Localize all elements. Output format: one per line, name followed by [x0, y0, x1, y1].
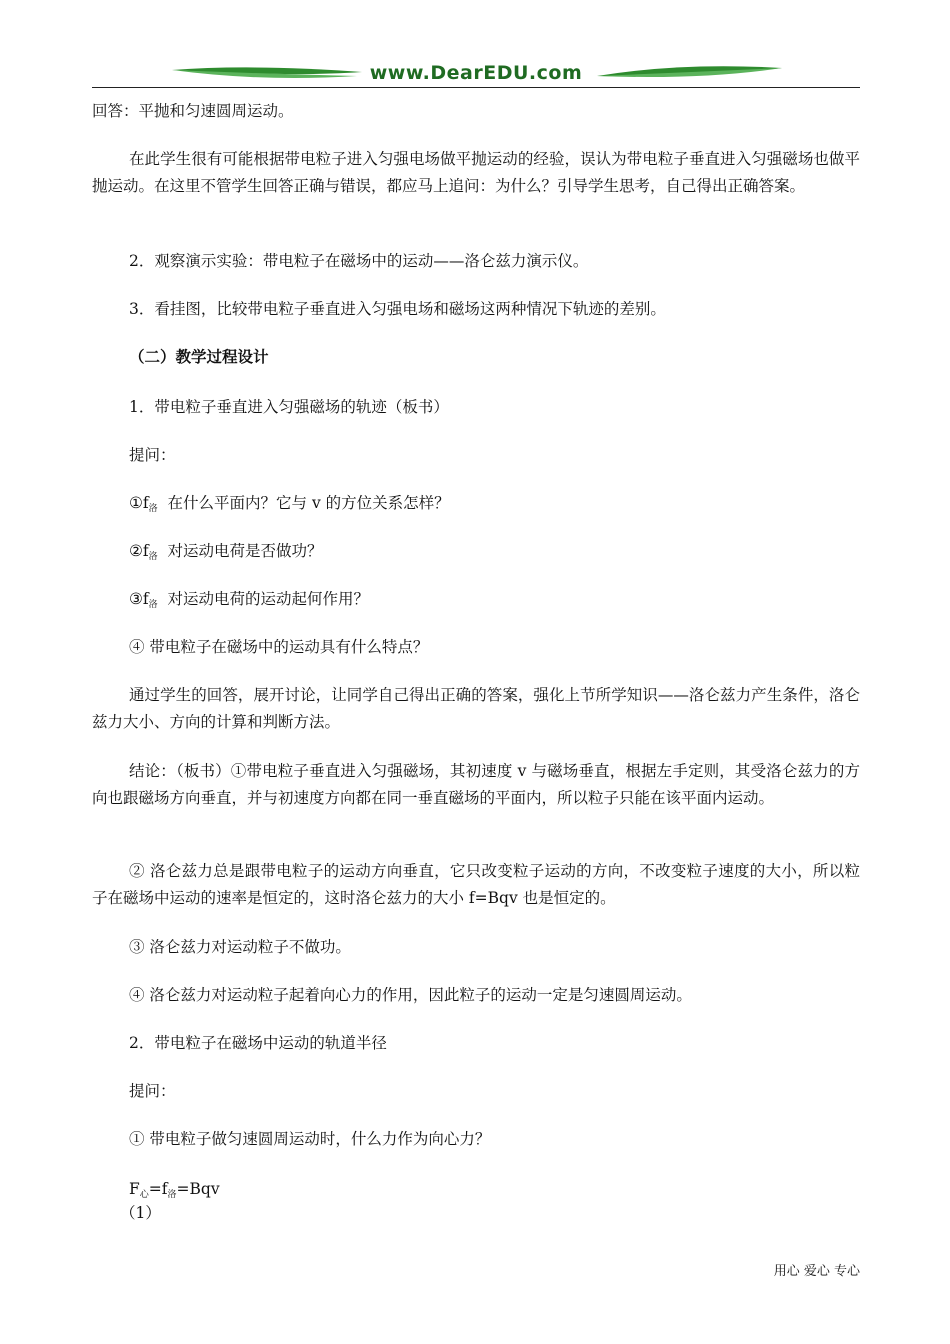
- question-1: $①f_洛$ 在什么平面内？它与 v 的方位关系怎样？: [129, 494, 450, 514]
- item-demo-experiment: 2．观察演示实验：带电粒子在磁场中的运动——洛仑兹力演示仪。: [129, 252, 589, 270]
- question-2: $②f_洛$ 对运动电荷是否做功？: [129, 542, 323, 562]
- equation-1: $F_心=f_洛=Bqv$: [129, 1180, 220, 1200]
- paragraph-conclusion-1: 结论：（板书）①带电粒子垂直进入匀强磁场，其初速度 v 与磁场垂直，根据左手定则，其受洛仑兹力的方向也跟磁场方向垂直，并与初速度方向都在同一垂直磁场的平面内，所以粒子只能在该平面内运动。: [92, 762, 860, 807]
- question-4: ④ 带电粒子在磁场中的运动具有什么特点？: [129, 638, 429, 656]
- question-3: $③f_洛$ 对运动电荷的运动起何作用？: [129, 590, 370, 610]
- site-logo-text[interactable]: www.DearEDU.com: [369, 62, 583, 84]
- paragraph-conclusion-2: ② 洛仑兹力总是跟带电粒子的运动方向垂直，它只改变粒子运动的方向，不改变粒子速度的大小，所以粒子在磁场中运动的速率是恒定的，这时洛仑兹力的大小 f=Bqv 也是恒定的。: [92, 862, 860, 907]
- answer-line: 回答：平抛和匀速圆周运动。: [92, 102, 294, 120]
- paragraph-conclusion-3: ③ 洛仑兹力对运动粒子不做功。: [129, 938, 351, 956]
- item-wall-chart: 3．看挂图，比较带电粒子垂直进入匀强电场和磁场这两种情况下轨迹的差别。: [129, 300, 666, 318]
- section-heading: （二）教学过程设计: [129, 348, 269, 366]
- header-rule: [92, 87, 860, 88]
- paragraph-discussion: 通过学生的回答，展开讨论，让同学自己得出正确的答案，强化上节所学知识——洛仑兹力产生条件，洛仑兹力大小、方向的计算和判断方法。: [92, 686, 860, 731]
- question-label-2: 提问：: [129, 1082, 176, 1100]
- question-centripetal: ① 带电粒子做匀速圆周运动时，什么力作为向心力？: [129, 1130, 491, 1148]
- question-label: 提问：: [129, 446, 176, 464]
- footer-slogan: 用心 爱心 专心: [773, 1264, 860, 1279]
- paragraph-misconception: 在此学生很有可能根据带电粒子进入匀强电场做平抛运动的经验，误认为带电粒子垂直进入匀强磁场也做平抛运动。在这里不管学生回答正确与错误，都应马上追问：为什么？引导学生思考，自己得出正确答案。: [92, 150, 860, 195]
- paragraph-conclusion-4: ④ 洛仑兹力对运动粒子起着向心力的作用，因此粒子的运动一定是匀速圆周运动。: [129, 986, 692, 1004]
- item-trajectory: 1．带电粒子垂直进入匀强磁场的轨迹（板书）: [129, 398, 449, 416]
- equation-number: （1）: [120, 1204, 161, 1222]
- item-orbit-radius: 2．带电粒子在磁场中运动的轨道半径: [129, 1034, 387, 1052]
